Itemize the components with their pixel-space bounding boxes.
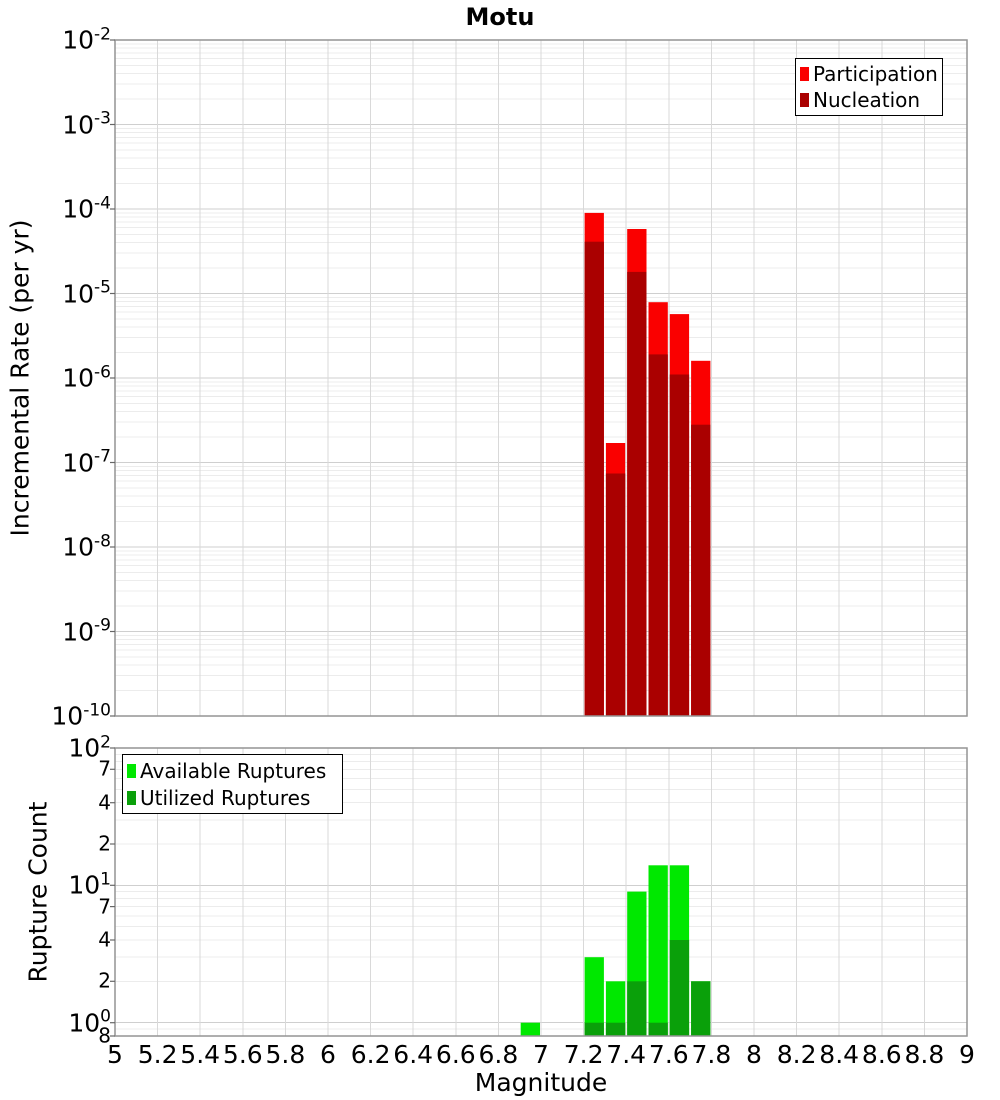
legend-item — [127, 784, 338, 811]
bar-available-ruptures-m6.9 — [521, 1023, 540, 1036]
bar-utilized-ruptures-m7.3 — [606, 1023, 625, 1036]
legend-item — [800, 87, 938, 113]
x-tick-label: 5 — [107, 1040, 123, 1069]
x-tick-label: 5.4 — [180, 1040, 221, 1069]
y-tick-label: 2 — [98, 831, 111, 856]
y-tick-label: $10^{-5}$ — [62, 277, 111, 308]
x-tick-label: 7.6 — [648, 1040, 689, 1069]
legend-label: Participation — [813, 62, 938, 86]
legend-swatch — [127, 791, 136, 805]
plot-rates — [110, 40, 967, 716]
y-tick-label: 4 — [98, 927, 111, 952]
legend-swatch — [800, 67, 809, 81]
y-tick-label: $10^{-2}$ — [62, 24, 111, 55]
y-tick-label: $10^{-4}$ — [62, 193, 111, 224]
y-tick-label: $10^{-7}$ — [62, 446, 111, 477]
x-tick-label: 5.2 — [137, 1040, 178, 1069]
y-tick-label: 7 — [98, 756, 111, 781]
legend-rates — [795, 58, 943, 116]
x-tick-label: 6.8 — [478, 1040, 519, 1069]
x-tick-label: 7.4 — [606, 1040, 647, 1069]
x-tick-label: 8.2 — [776, 1040, 817, 1069]
bar-utilized-ruptures-m7.7 — [691, 981, 710, 1036]
x-tick-label: 7.2 — [563, 1040, 604, 1069]
x-tick-label: 7 — [533, 1040, 549, 1069]
legend-swatch — [127, 764, 136, 778]
y-tick-label: $10^{-10}$ — [51, 700, 111, 731]
x-tick-label: 5.6 — [222, 1040, 263, 1069]
y-tick-label: $10^0$ — [68, 1006, 111, 1038]
y-axis-label-count: Rupture Count — [23, 801, 53, 983]
x-tick-label: 6 — [320, 1040, 336, 1069]
y-tick-label: $10^{-6}$ — [62, 362, 111, 393]
legend-item — [127, 757, 338, 784]
x-tick-label: 6.4 — [393, 1040, 434, 1069]
bar-nucleation-m7.3 — [606, 474, 625, 717]
x-tick-label: 7.8 — [691, 1040, 732, 1069]
x-tick-label: 8.4 — [819, 1040, 860, 1069]
bar-utilized-ruptures-m7.2 — [585, 1023, 604, 1036]
y-tick-label: 4 — [98, 790, 111, 815]
y-tick-label: $10^1$ — [68, 869, 111, 900]
x-tick-label: 5.8 — [265, 1040, 306, 1069]
y-tick-label: $10^{-3}$ — [62, 108, 111, 139]
bar-nucleation-m7.5 — [649, 354, 668, 716]
x-tick-label: 8 — [746, 1040, 762, 1069]
y-tick-label: $10^{-9}$ — [62, 615, 111, 646]
legend-label: Nucleation — [813, 88, 921, 112]
chart-title: Motu — [465, 3, 535, 31]
bar-utilized-ruptures-m7.5 — [649, 1023, 668, 1036]
legend-swatch — [800, 93, 809, 107]
x-tick-label: 8.8 — [904, 1040, 945, 1069]
y-tick-label: 2 — [98, 968, 111, 993]
bar-nucleation-m7.6 — [670, 375, 689, 717]
bar-available-ruptures-m7.5 — [649, 865, 668, 1036]
y-tick-label: 7 — [98, 894, 111, 919]
legend-counts — [122, 754, 343, 814]
bar-nucleation-m7.4 — [627, 272, 646, 716]
bar-nucleation-m7.2 — [585, 242, 604, 716]
legend-label: Available Ruptures — [140, 758, 327, 783]
legend-item — [800, 61, 938, 87]
x-tick-label: 9 — [959, 1040, 975, 1069]
legend-label: Utilized Ruptures — [140, 785, 311, 810]
bar-utilized-ruptures-m7.4 — [627, 981, 646, 1036]
x-tick-label: 6.2 — [350, 1040, 391, 1069]
y-tick-label: $10^2$ — [68, 732, 111, 763]
bar-nucleation-m7.7 — [691, 425, 710, 716]
y-axis-label-rate: Incremental Rate (per yr) — [5, 219, 35, 537]
y-tick-label: 8 — [98, 1023, 111, 1048]
y-tick-label: $10^{-8}$ — [62, 531, 111, 562]
x-tick-label: 8.6 — [861, 1040, 902, 1069]
x-tick-label: 6.6 — [435, 1040, 476, 1069]
x-axis-label: Magnitude — [474, 1068, 608, 1097]
bar-utilized-ruptures-m7.6 — [670, 940, 689, 1036]
